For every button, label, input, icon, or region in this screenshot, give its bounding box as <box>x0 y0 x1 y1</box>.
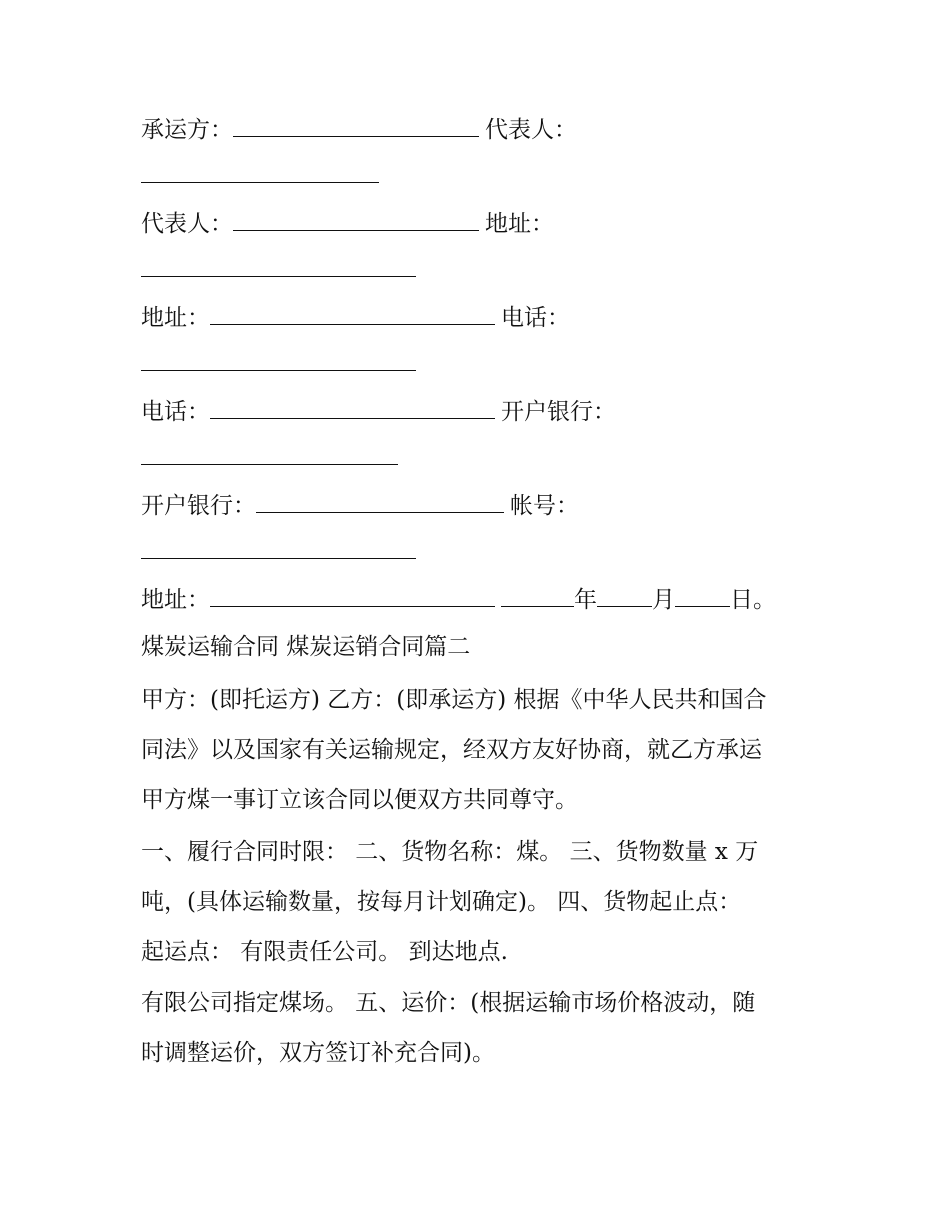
paragraph-3-line-1: 有限公司指定煤场。 五、运价：(根据运输市场价格波动，随 <box>141 990 756 1016</box>
phone-label: 电话： <box>501 305 570 331</box>
paragraph-2-line-3: 起运点： 有限责任公司。 到达地点. <box>141 939 508 965</box>
phone-blank[interactable] <box>141 369 416 371</box>
paragraph-1-line-1: 甲方：(即托运方) 乙方：(即承运方) 根据《中华人民共和国合 <box>141 687 767 713</box>
address-label-3: 地址： <box>141 587 210 613</box>
bank-blank-2[interactable] <box>256 490 504 513</box>
phone-blank-2[interactable] <box>210 396 495 419</box>
bank-row <box>141 490 579 521</box>
representative-label: 代表人： <box>485 117 577 143</box>
carrier-row <box>141 114 577 145</box>
representative-label-2: 代表人： <box>141 211 233 237</box>
address-blank-3[interactable] <box>210 584 495 607</box>
day-blank[interactable] <box>675 584 730 607</box>
address-row <box>141 302 570 333</box>
account-label: 帐号： <box>510 493 579 519</box>
month-label: 月 <box>652 587 675 613</box>
bank-blank[interactable] <box>141 463 398 465</box>
representative-blank[interactable] <box>141 181 379 183</box>
representative-blank-2[interactable] <box>233 208 479 231</box>
address-blank[interactable] <box>141 275 416 277</box>
representative-row <box>141 208 554 239</box>
month-blank[interactable] <box>597 584 652 607</box>
address-label: 地址： <box>485 211 554 237</box>
year-blank[interactable] <box>501 584 574 607</box>
bank-label-2: 开户银行： <box>141 493 256 519</box>
address-date-row <box>141 584 776 615</box>
paragraph-2-line-2: 吨，(具体运输数量，按每月计划确定)。 四、货物起止点： <box>141 889 742 915</box>
section-title: 煤炭运输合同 煤炭运销合同篇二 <box>141 634 471 660</box>
carrier-blank[interactable] <box>233 114 479 137</box>
phone-row <box>141 396 616 427</box>
paragraph-1-line-2: 同法》以及国家有关运输规定，经双方友好协商，就乙方承运 <box>141 737 762 763</box>
carrier-label: 承运方： <box>141 117 233 143</box>
day-label: 日。 <box>730 587 776 613</box>
bank-label: 开户银行： <box>501 399 616 425</box>
account-blank[interactable] <box>141 557 416 559</box>
address-blank-2[interactable] <box>210 302 495 325</box>
paragraph-2-line-1: 一、履行合同时限： 二、货物名称：煤。 三、货物数量 x 万 <box>141 839 759 865</box>
phone-label-2: 电话： <box>141 399 210 425</box>
address-label-2: 地址： <box>141 305 210 331</box>
paragraph-3-line-2: 时调整运价，双方签订补充合同)。 <box>141 1040 495 1066</box>
year-label: 年 <box>574 587 597 613</box>
paragraph-1-line-3: 甲方煤一事订立该合同以便双方共同尊守。 <box>141 787 578 813</box>
